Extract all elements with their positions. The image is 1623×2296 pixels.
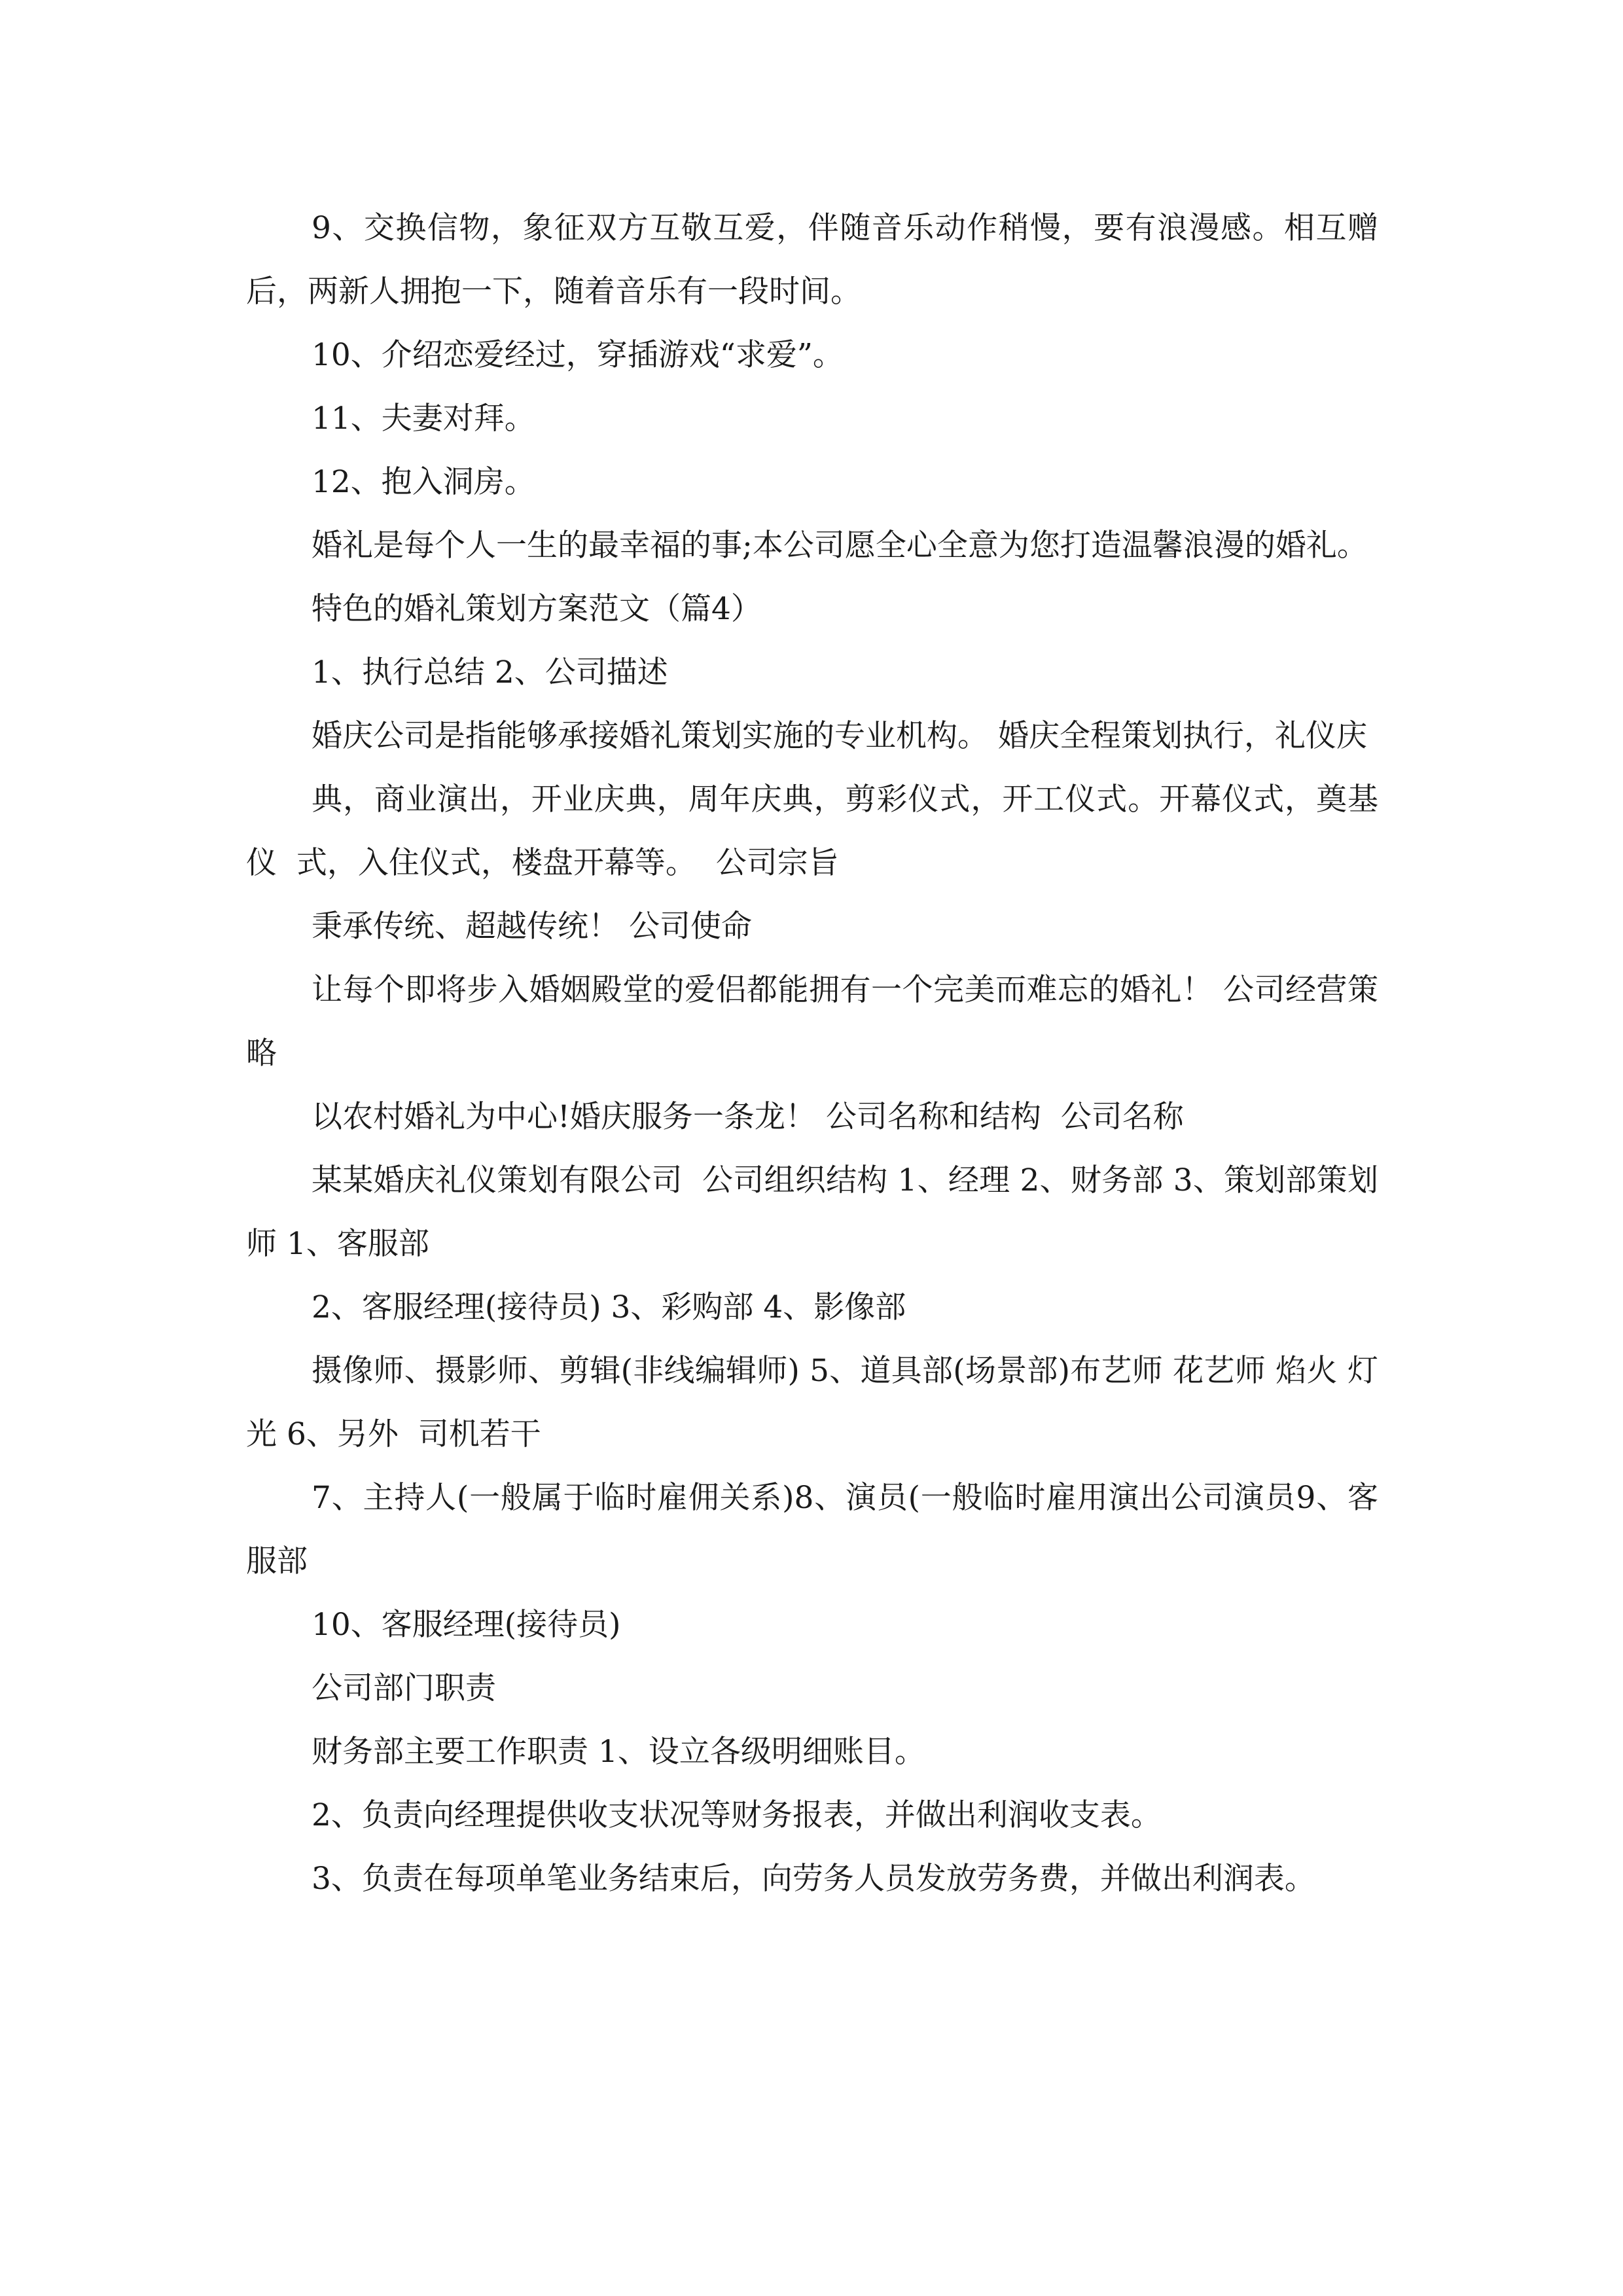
section-heading-part4: 特色的婚礼策划方案范文（篇4） xyxy=(312,591,762,627)
paragraph-exec-summary: 1、执行总结 2、公司描述 xyxy=(312,655,668,691)
paragraph-tradition: 秉承传统、超越传统！ 公司使命 xyxy=(312,908,752,944)
paragraph-company-promise: 婚礼是每个人一生的最幸福的事;本公司愿全心全意为您打造温馨浪漫的婚礼。 xyxy=(312,528,1368,564)
paragraph-host-actors: 7、主持人(一般属于临时雇佣关系)8、演员(一般临时雇用演出公司演员9、客服部 xyxy=(246,1480,1378,1579)
paragraph-services: 典，商业演出，开业庆典，周年庆典，剪彩仪式，开工仪式。开幕仪式，奠基仪 式，入住仪式，楼盘开幕等。 公司宗旨 xyxy=(246,781,1378,881)
document-body xyxy=(246,196,1378,1910)
paragraph-bridal-chamber: 12、抱入洞房。 xyxy=(312,464,535,500)
paragraph-bow: 11、夫妻对拜。 xyxy=(312,401,535,437)
paragraph-media-staff: 摄像师、摄影师、剪辑(非线编辑师) 5、道具部(场景部)布艺师 花艺师 焰火 灯光 6、另外 司机若干 xyxy=(246,1353,1378,1452)
paragraph-finance-duty-1: 财务部主要工作职责 1、设立各级明细账目。 xyxy=(312,1734,925,1770)
paragraph-company-structure: 某某婚庆礼仪策划有限公司 公司组织结构 1、经理 2、财务部 3、策划部策划师 1、客服部 xyxy=(246,1162,1378,1262)
paragraph-exchange-tokens: 9、交换信物，象征双方互敬互爱，伴随音乐动作稍慢，要有浪漫感。相互赠后，两新人拥抱一下，随着音乐有一段时间。 xyxy=(246,210,1378,310)
paragraph-mission: 让每个即将步入婚姻殿堂的爱侣都能拥有一个完美而难忘的婚礼！ 公司经营策略 xyxy=(246,972,1378,1071)
paragraph-finance-duty-2: 2、负责向经理提供收支状况等财务报表，并做出利润收支表。 xyxy=(312,1797,1162,1833)
paragraph-company-definition: 婚庆公司是指能够承接婚礼策划实施的专业机构。 婚庆全程策划执行，礼仪庆 xyxy=(312,718,1367,754)
paragraph-love-story: 10、介绍恋爱经过，穿插游戏“求爱”。 xyxy=(312,337,844,373)
paragraph-finance-duty-3: 3、负责在每项单笔业务结束后，向劳务人员发放劳务费，并做出利润表。 xyxy=(312,1861,1315,1897)
paragraph-dept-duties: 公司部门职责 xyxy=(312,1670,496,1706)
paragraph-customer-service: 2、客服经理(接待员) 3、彩购部 4、影像部 xyxy=(312,1289,906,1325)
paragraph-rural-wedding: 以农村婚礼为中心!婚庆服务一条龙！ 公司名称和结构 公司名称 xyxy=(312,1099,1184,1135)
paragraph-cs-manager: 10、客服经理(接待员) xyxy=(312,1607,621,1643)
